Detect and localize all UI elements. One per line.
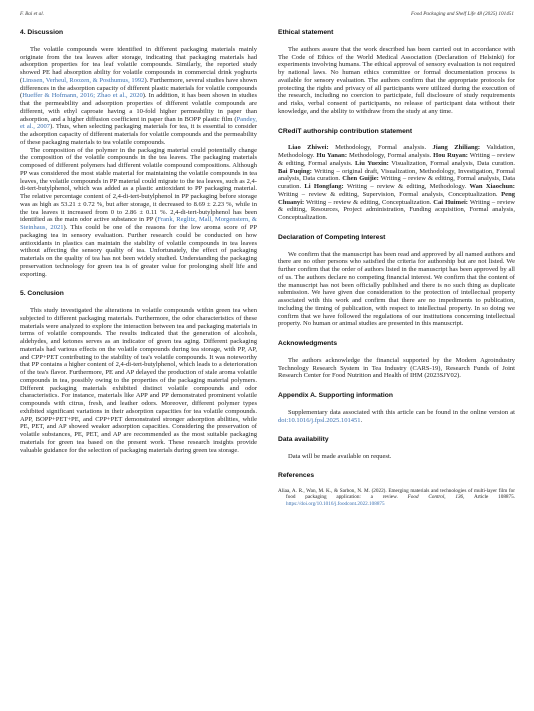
credit-author-name: Bai Fuqing: [278,167,312,175]
ethical-heading: Ethical statement [278,29,334,36]
section-discussion [20,29,257,278]
running-head-journal: Food Packaging and Shelf Life 48 (2025) 101451 [410,11,514,17]
citation-link[interactable]: Hueffer & Hofmann, 2016; Zhao et al., 2020 [22,92,143,100]
citation-link[interactable]: Frank, Reglitz, Mall, Morgenstern, & Steinhaus, 2021 [20,216,257,231]
reference-1-text: Aliaa, A. R., Wan, M. K., & Sarbon, N. M. (2022). Emerging materials and technologies of multi-layer film for food packaging application: a review. [278,488,515,501]
acknowledgments-paragraph: The authors acknowledge the financial supported by the Modern Agroindustry Technology Research System in Tea Industry (CARS-19), Research Funds of Joint Research Center for Food Nutrition and Health of IHM (2023SJY02). [278,356,515,380]
citation-link[interactable]: Linssen, Verheul, Roozen, & Posthumus, 1992 [22,76,145,84]
paragraph-text: ). This could be one of the reasons for the low aroma score of PP packaging tea in sensory evaluation. Further research could be conducted on how antioxidants in plastics can maintain the stability of volatile compounds in tea leaves without affecting the sensory quality of tea. Unfortunately, the effect of packaging materials on the quality of tea has not been widely studied. Understanding the packaging preservation technology for green tea is of greater value for prolonging shelf life and exporting. [20,224,257,278]
reference-1-tail: , Article 108875. [463,494,515,501]
section-conclusion [20,290,257,454]
credit-paragraph [278,144,515,222]
appendix-paragraph [278,409,515,425]
section-data-availability [278,436,515,461]
appendix-text: Supplementary data associated with this article can be found in the online version at [288,408,515,416]
availability-paragraph: Data will be made available on request. [288,453,392,460]
credit-author-roles: Visualization, Formal analysis, Data curation. [388,159,515,167]
credit-author-roles: Methodology, Formal analysis. [347,152,434,159]
credit-author-name: Li Hongfang: [304,183,344,190]
credit-author-name: Chen Guijie: [342,175,379,183]
competing-heading: Declaration of Competing Interest [278,233,386,241]
competing-paragraph: We confirm that the manuscript has been read and approved by all named authors and there are no other persons who satisfied the criteria for authorship but are not listed. We further confirm that the order of authors listed in the manuscript has been approved by all of us. The authors declare no competing financial interest. We confirm that the content of the manuscript has not been officially published and there is no such thing as duplicate submission. We have given due consideration to the protection of intellectual property associated with this work and confirm that there are no impediments to publication, including the timing of publication, with respect to intellectual property. In so doing we confirm that we have followed the regulations of our institutions concerning intellectual property. No human or animal studies are presented in this manuscript. [278,250,515,328]
paragraph-text: The volatile compounds were identified in different packaging materials mainly originate from the tea leaves after storage, indicating that packaging materials had adsorption properties for tea leaf volatile compounds. Similarly, the reported study showed PE had absorption ability for volatile compounds in commercial drink yoghurts ( [20,45,257,84]
credit-author-roles: Writing – review & editing, Formal analysis, Data curation. [278,175,515,190]
section-competing-interest [278,234,515,328]
paragraph-text: ). Furthermore, several studies have shown differences in the adsorption capacity of different plastic materials for volatile compounds ( [20,76,257,100]
conclusion-paragraph: This study investigated the alterations in volatile compounds within green tea when subjected to different packaging materials. Furthermore, the odor characteristics of these materials were analyzed to explore the interaction between tea and packaging materials in terms of volatile compounds. The results indicated that the generation of alcohols, aldehydes, and ketones serves as an indicator of green tea aging. Different packaging materials had various effects on the volatile compounds during tea storage, with PP, AP, and CPP+PET contributing to the stability of tea's volatile compounds. It was noteworthy that PP contains a higher content of 2,4-di-tert-butylphenol, which leads to a deterioration of the tea's flavor. Furthermore, PE and AP delayed the production of stale aroma volatile compounds in tea, possibly owing to the properties of the packaging material polymers. Different packaging materials exhibited distinct volatile compounds and odor characteristics. For instance, materials like APP and PP demonstrated prominent volatile compounds with citrus, fresh, and leather odors. Moreover, different polymer types exhibited significant variations in their adsorption capacities for tea volatile compounds. APP, BOPP+PET+PE, and CPP+PET demonstrated stronger adsorption abilities, while PE, PET, and AP showed weaker adsorption capacities. Considering the preservation of volatile substances, PE, PET, and AP are recommended as the most suitable packaging materials for green tea based on the present work. These research insights provide valuable guidance for the selection of packaging materials during green tea storage. [20,307,257,454]
discussion-heading: 4. Discussion [20,29,64,36]
reference-1-journal: Food Control, 136 [407,494,464,501]
paragraph-text: ). Thus, when selecting packaging materials for tea, it is essential to consider the adsorption capacity of different materials for volatile compounds and the permeability of these packaging materials to tea volatile compounds. [20,123,257,146]
section-credit [278,128,515,222]
right-column [278,29,515,517]
paragraph-text: The composition of the polymer in the packaging material could potentially change the composition of the volatile compounds in the tea leaves. The packaging materials composed of different polymers had different volatile compound compositions. Although PP was considered the most stable material for maintaining the volatile compounds in tea leaves, the volatile compounds in PP material could migrate to the tea leaves, such as 2,4-di-tert-butylphenol, which was added as a plastic antioxidant to PP packaging material. The relative percentage content of 2,4-di-tert-butylphenol in PP packaging before storage was as high as 53.21 ± 0.72 %, but after storage, it decreased to 8.69 ± 2.23 %, while in the tea leaves it increased from 0 to 2.86 ± 0.11 %. 2,4-di-tert-butylphenol has been identified as the main odor active substance in PP ( [20,146,257,224]
discussion-paragraph-1 [20,46,257,147]
section-ethical [278,29,515,116]
citation-link[interactable]: Pandey, et al., 2007 [20,115,257,131]
credit-author-roles: Writing – review & editing, Methodology. [343,183,470,190]
credit-author-roles: Writing – original draft, Visualization, Methodology, Investigation, Formal analysis, Data curation. [278,167,515,183]
credit-author-roles: Writing – review & editing, Formal analysis. [278,152,515,167]
credit-author-roles: Validation, Methodology. [278,144,515,159]
discussion-paragraph-2 [20,147,257,279]
reference-1 [278,488,515,507]
credit-author-name: Cai Huimei: [433,198,468,206]
acknowledgments-heading: Acknowledgments [278,340,338,347]
credit-author-roles: Methodology, Formal analysis. [328,144,433,152]
credit-author-name: Liu Yuexin: [355,159,389,167]
running-head-authors: F. Bai et al. [20,11,44,17]
section-acknowledgments [278,340,515,380]
credit-author-name: Peng Chuanyi: [278,190,515,206]
credit-author-name: Liao Zhiwei: [288,144,329,152]
appendix-doi-link[interactable]: doi:10.1016/j.fpsl.2025.101451 [278,416,361,424]
paragraph-text: ). In addition, it has been shown in studies that the permeability and adsorption properties of different volatile compounds are different, with ethyl caproate having a 10-fold higher permeability in paper than adsorption, and a higher diffusion coefficient in paper than in BOPP plastic film ( [20,92,257,123]
credit-author-name: Wan Xiaochun: [469,183,515,190]
credit-author-roles: Writing – review & editing, Conceptualization. [304,198,434,206]
section-appendix [278,392,515,424]
appendix-text-end: . [360,416,363,424]
conclusion-heading: 5. Conclusion [20,290,64,298]
ethical-paragraph: The authors assure that the work described has been carried out in accordance with The Code of Ethics of the World Medical Association (Declaration of Helsinki) for experiments involving humans. The ethical approval of sensory evaluation is not required by national laws. No human ethics committee or formal documentation process is available for sensory evaluation. The authors confirm that the appropriate protocols for protecting the rights and privacy of all participants were utilized during the execution of the research, including no coercion to participate, full disclosure of study requirements and risks, verbal consent of participants, no release of participant data without their knowledge, and the ability to withdraw from the study at any time. [278,45,515,115]
availability-heading: Data availability [278,436,329,444]
credit-author-name: Jiang Zhiliang: [432,144,481,152]
section-references [278,473,515,507]
appendix-heading: Appendix A. Supporting information [278,392,393,399]
left-column [20,29,257,464]
credit-author-name: Hou Ruyan: [433,152,468,159]
credit-author-roles: Writing – review & editing, Resources, Project administration, Funding acquisition, Formal analysis, Conceptualization. [278,198,515,221]
credit-author-roles: Writing – review & editing, Supervision, Formal analysis, Conceptualization. [278,190,502,198]
credit-author-name: Hu Yanan: [316,152,348,159]
credit-heading: CRediT authorship contribution statement [278,127,413,135]
references-heading: References [278,471,315,479]
reference-1-doi-link[interactable]: https://doi.org/10.1016/j.foodcont.2022.108875 [286,500,385,507]
